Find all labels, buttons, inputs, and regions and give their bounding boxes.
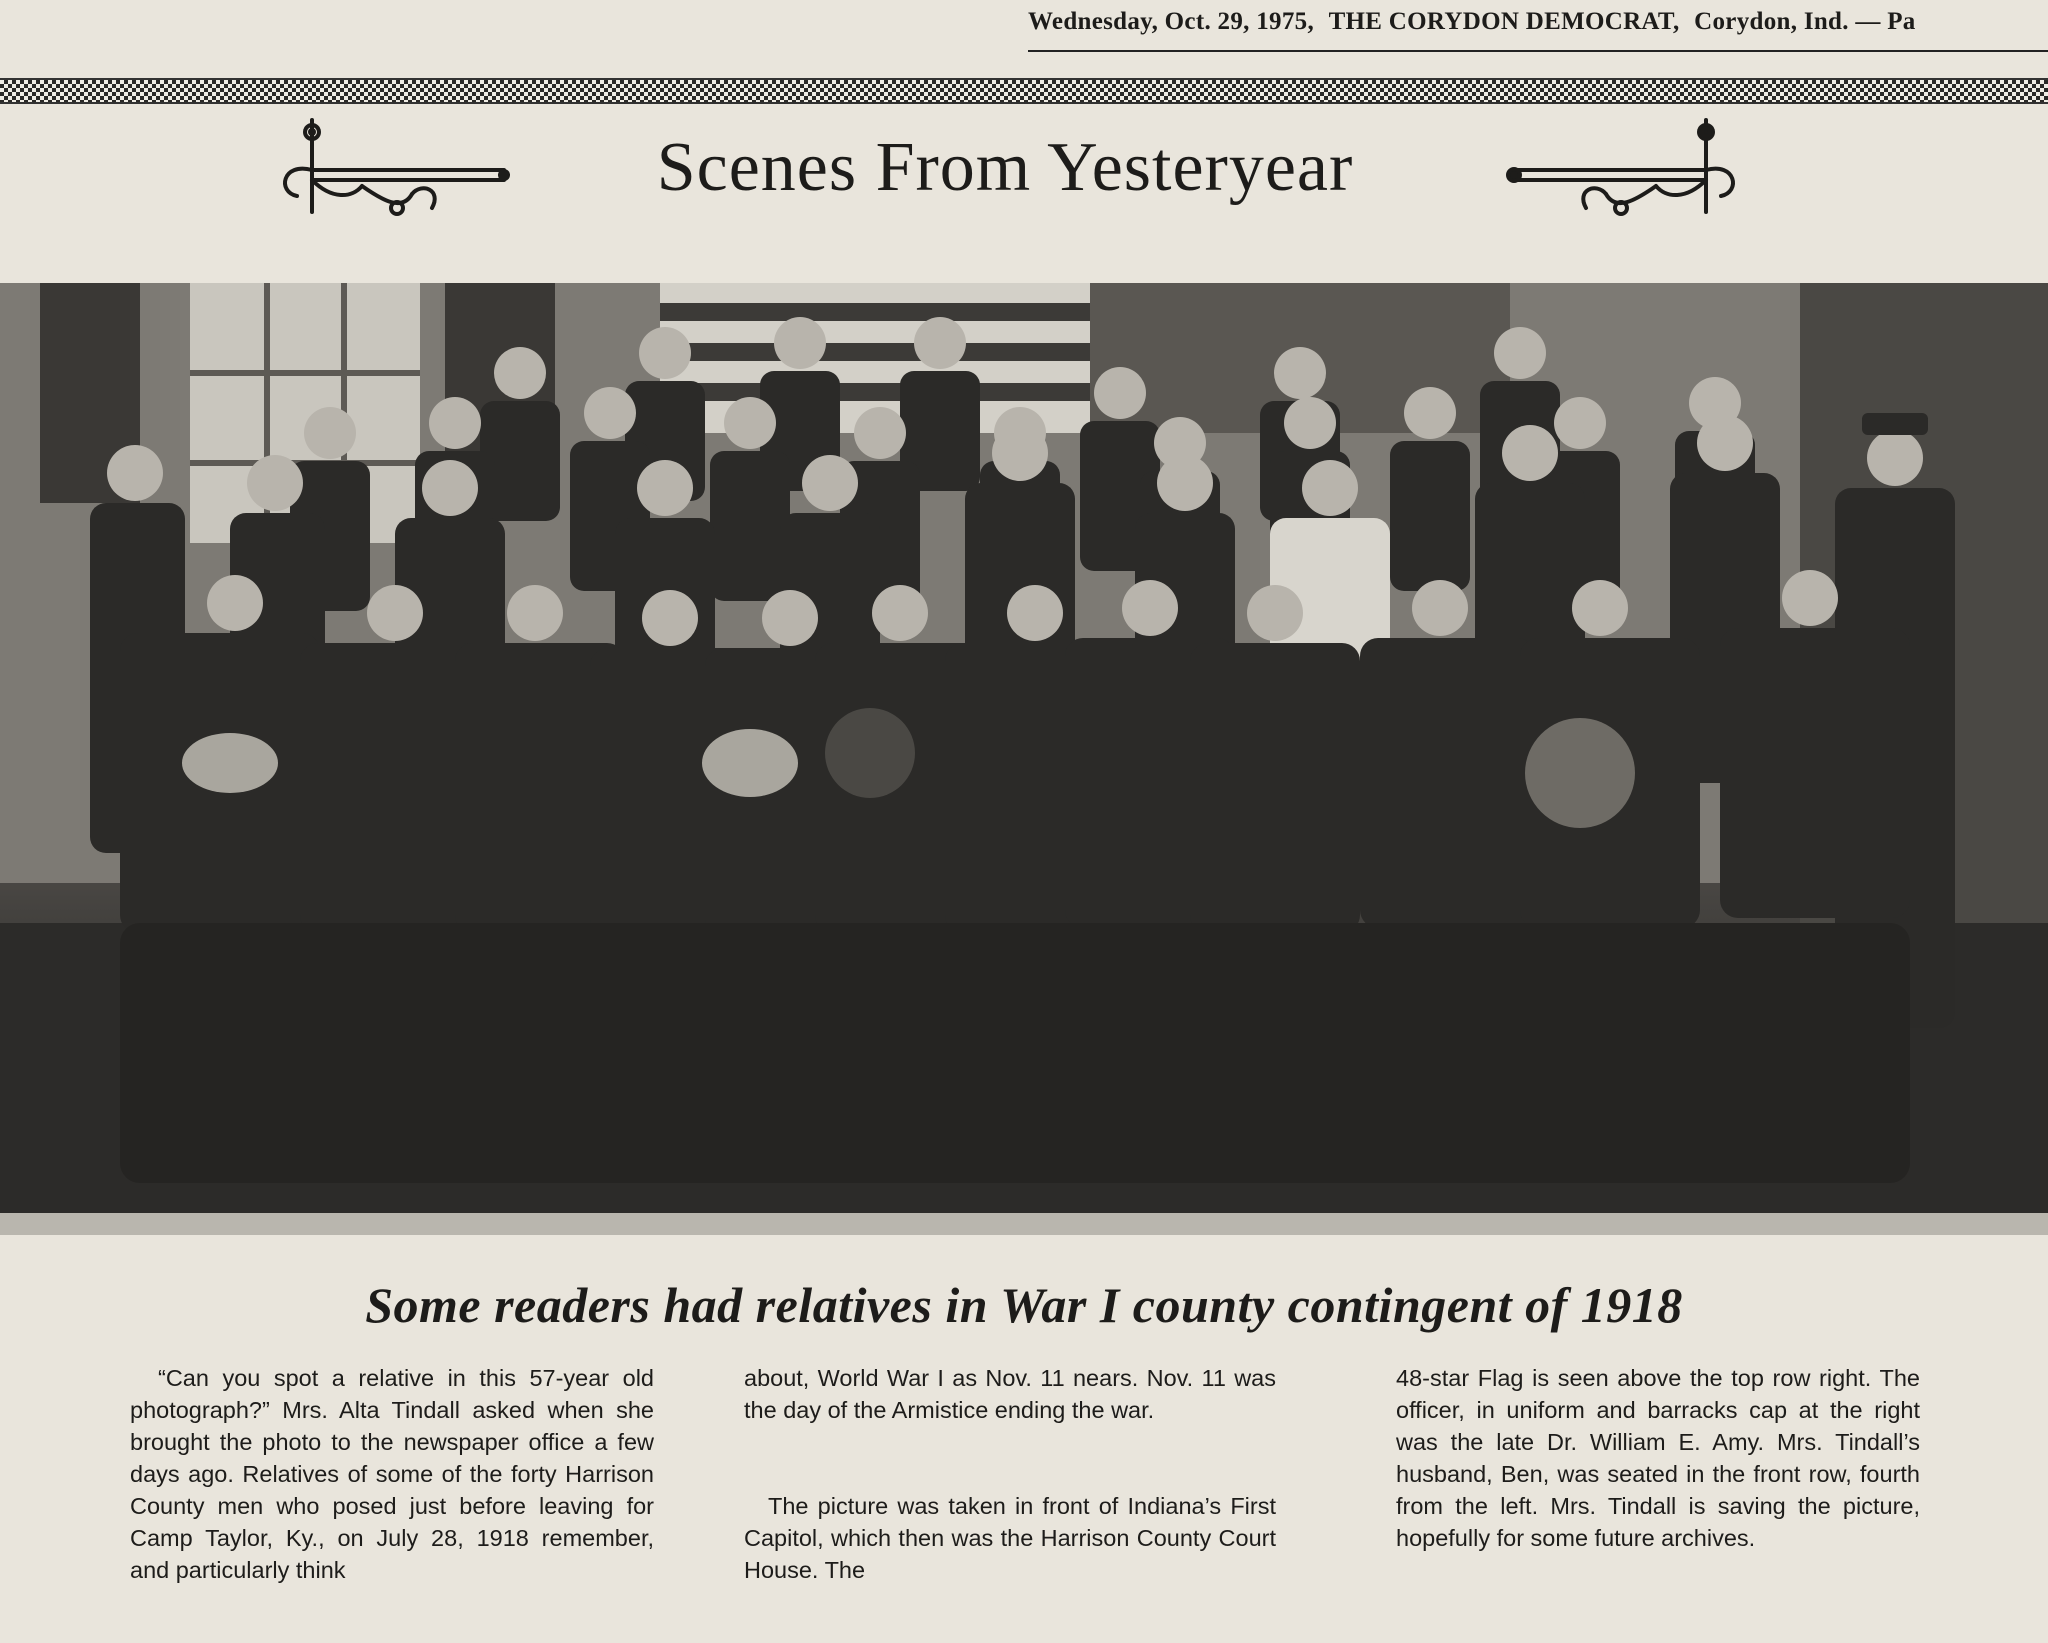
article-paragraph: about, World War I as Nov. 11 nears. Nov. 11 was the day of the Armistice ending the war. <box>744 1365 1276 1423</box>
article-paragraph: 48-star Flag is seen above the top row right. The officer, in uniform and barracks cap at the right was the late Dr. William E. Amy. Mrs. Tindall’s husband, Ben, was seated in the front row, fourth from the left. Mrs. Tindall is saving the picture, hopefully for some future archives. <box>1396 1365 1920 1551</box>
article-column-2 <box>744 1362 1276 1586</box>
folio-line <box>1028 8 2048 52</box>
folio-place: Corydon, Ind. — Pa <box>1694 8 1916 35</box>
folio-date: Wednesday, Oct. 29, 1975, <box>1028 8 1314 35</box>
group-photograph <box>0 283 2048 1235</box>
flourish-ornament-right-icon <box>1506 112 1746 222</box>
checker-border <box>0 78 2048 104</box>
article-column-3 <box>1396 1362 1920 1554</box>
section-title: Scenes From Yesteryear <box>656 129 1354 206</box>
article-column-1 <box>130 1362 654 1586</box>
folio-paper: THE CORYDON DEMOCRAT, <box>1328 8 1680 35</box>
flourish-ornament-left-icon <box>272 112 512 222</box>
article-paragraph: The picture was taken in front of Indiana’s First Capitol, which then was the Harrison County Court House. The <box>744 1493 1276 1583</box>
article-paragraph: “Can you spot a relative in this 57-year old photograph?” Mrs. Alta Tindall asked when she brought the photo to the newspaper office a few days ago. Relatives of some of the forty Harrison County men who posed just before leaving for Camp Taylor, Ky., on July 28, 1918 remember, and particularly think <box>130 1365 654 1583</box>
group-photograph-icon <box>0 283 2048 1235</box>
headline: Some readers had relatives in War I county contingent of 1918 <box>365 1277 1683 1333</box>
